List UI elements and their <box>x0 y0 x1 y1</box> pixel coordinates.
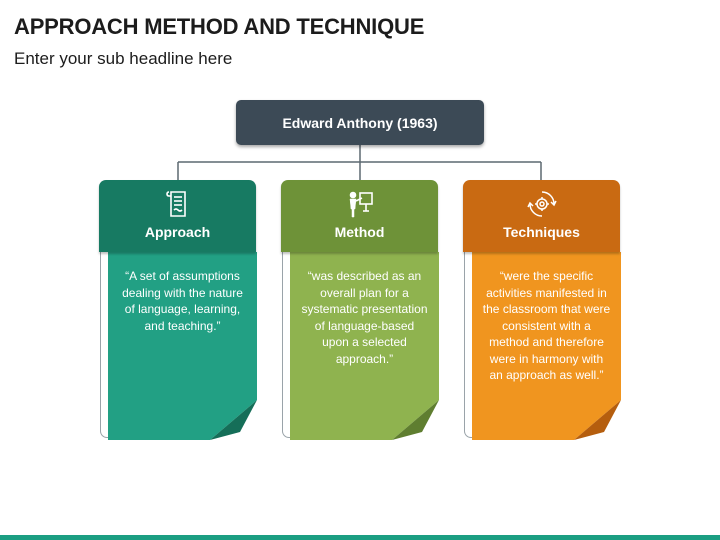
root-label: Edward Anthony (1963) <box>282 114 438 131</box>
footer-bar <box>0 535 720 540</box>
method-text: “was described as an overall plan for a systematic presentation of language-based upon a selected approach.” <box>301 269 428 366</box>
page-subtitle: Enter your sub headline here <box>14 49 233 68</box>
page-title: APPROACH METHOD AND TECHNIQUE <box>14 14 425 39</box>
presenter-board-icon <box>345 189 375 219</box>
scroll-document-icon <box>163 189 193 219</box>
techniques-fold <box>574 400 621 440</box>
approach-header <box>99 180 256 252</box>
gear-cycle-icon <box>527 189 557 219</box>
method-fold <box>392 400 439 440</box>
method-title: Method <box>334 224 385 240</box>
approach-title: Approach <box>144 224 211 240</box>
approach-fold <box>210 400 257 440</box>
techniques-header <box>463 180 620 252</box>
approach-text: “A set of assumptions dealing with the nature of language, learning, and teaching.” <box>122 269 243 333</box>
method-header <box>281 180 438 252</box>
root-node <box>236 100 484 145</box>
techniques-title: Techniques <box>503 224 580 240</box>
techniques-text: “were the specific activities manifested in the classroom that were consistent with a method and therefore were in harmony with an approach as well.” <box>482 269 611 382</box>
